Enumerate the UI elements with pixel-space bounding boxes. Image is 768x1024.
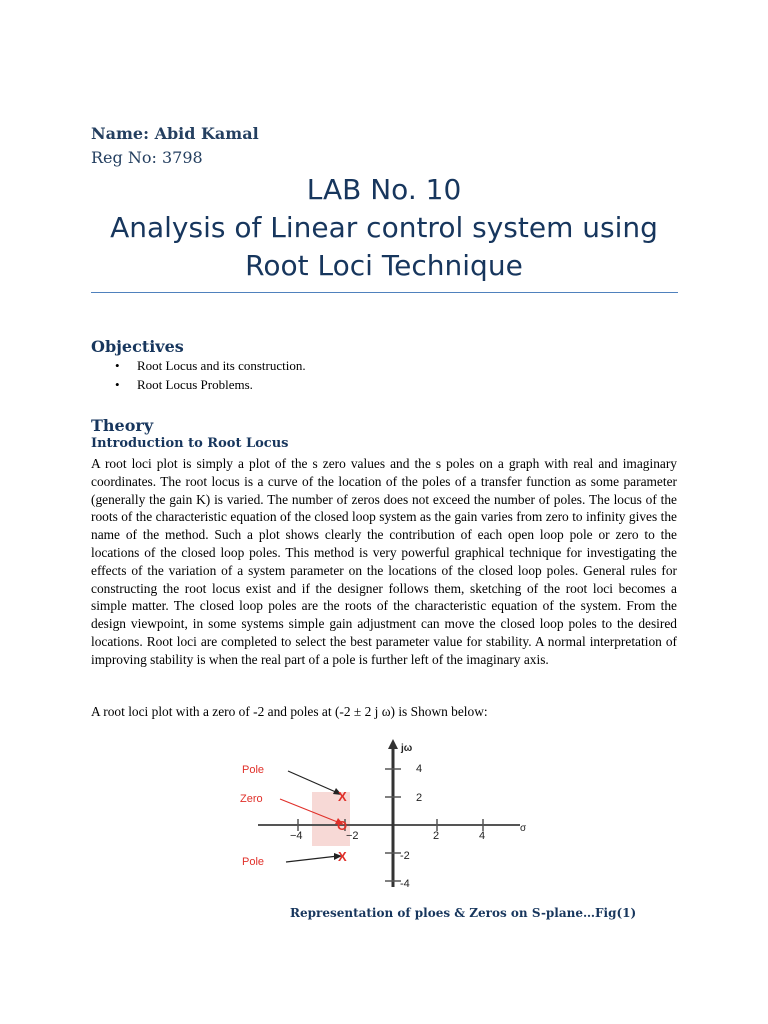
tick-label: −2 [346,830,359,842]
pole-top-arrow [288,771,338,793]
caption-fig-number: Fig(1) [595,906,637,920]
tick-label: 2 [416,792,423,804]
imag-axis-label: jω [401,743,413,754]
theory-heading: Theory [91,416,154,435]
title-line-2: Analysis of Linear control system using [110,211,658,244]
pole-top-label: Pole [242,764,265,776]
tick-label: 2 [433,830,440,842]
registration-number: Reg No: 3798 [91,148,203,167]
intro-subheading: Introduction to Root Locus [91,436,289,451]
list-item: • Root Locus and its construction. [91,356,306,375]
tick-label: 4 [479,830,486,842]
pole-bottom-arrow [286,856,338,862]
theory-paragraph: A root loci plot is simply a plot of the s zero values and the s poles on a graph with real and imaginary coordinates. The root locus is a curve of the location of the poles of a transfer function as some parameter (generally the gain K) is varied. The number of zeros does not exceed the number of poles. The locus of the roots of the characteristic equation of the closed loop system as the gain varies from zero to infinity gives the name of the method. Such a plot shows clearly the contribution of each open loop pole or zero to the locations of the closed loop poles. This method is very powerful graphical technique for investigating the effects of the variation of a system parameter on the locations of the closed loop poles. General rules for constructing the root locus exist and if the designer follows them, sketching of the root loci becomes a simple matter. The closed loop poles are the roots of the characteristic equation of the system. From the design viewpoint, in some systems simple gain adjustment can move the closed loop poles to the desired locations. Root loci are completed to select the best parameter value for stability. A normal interpretation of improving stability is when the real part of a pole is further left of the imaginary axis. [91,456,677,667]
tick-label: -2 [400,850,410,862]
pole-bottom-label: Pole [242,856,265,868]
lab-title [91,171,677,285]
tick-label: -4 [400,878,410,890]
s-plane-figure [230,735,530,895]
title-line-3: Root Loci Technique [245,249,523,282]
list-item: • Root Locus Problems. [91,375,306,394]
title-divider [91,292,678,293]
real-axis-label: σ [520,823,527,834]
caption-text: Representation of ploes & Zeros on S-plane… [290,906,596,920]
tick-label: 4 [416,763,423,775]
imag-axis-arrow [388,739,398,749]
title-line-1: LAB No. 10 [306,173,462,206]
objectives-list [91,356,306,394]
objectives-heading: Objectives [91,337,184,356]
zero-label: Zero [240,793,263,805]
author-name: Name: Abid Kamal [91,124,259,143]
tick-label: −4 [290,830,303,842]
figure-intro-text: A root loci plot with a zero of -2 and poles at (-2 ± 2 j ω) is Shown below: [91,704,488,719]
pole-marker-bottom: X [338,849,347,864]
pole-marker-top: X [338,789,347,804]
figure-caption [290,906,636,920]
zero-marker: O [337,818,348,833]
